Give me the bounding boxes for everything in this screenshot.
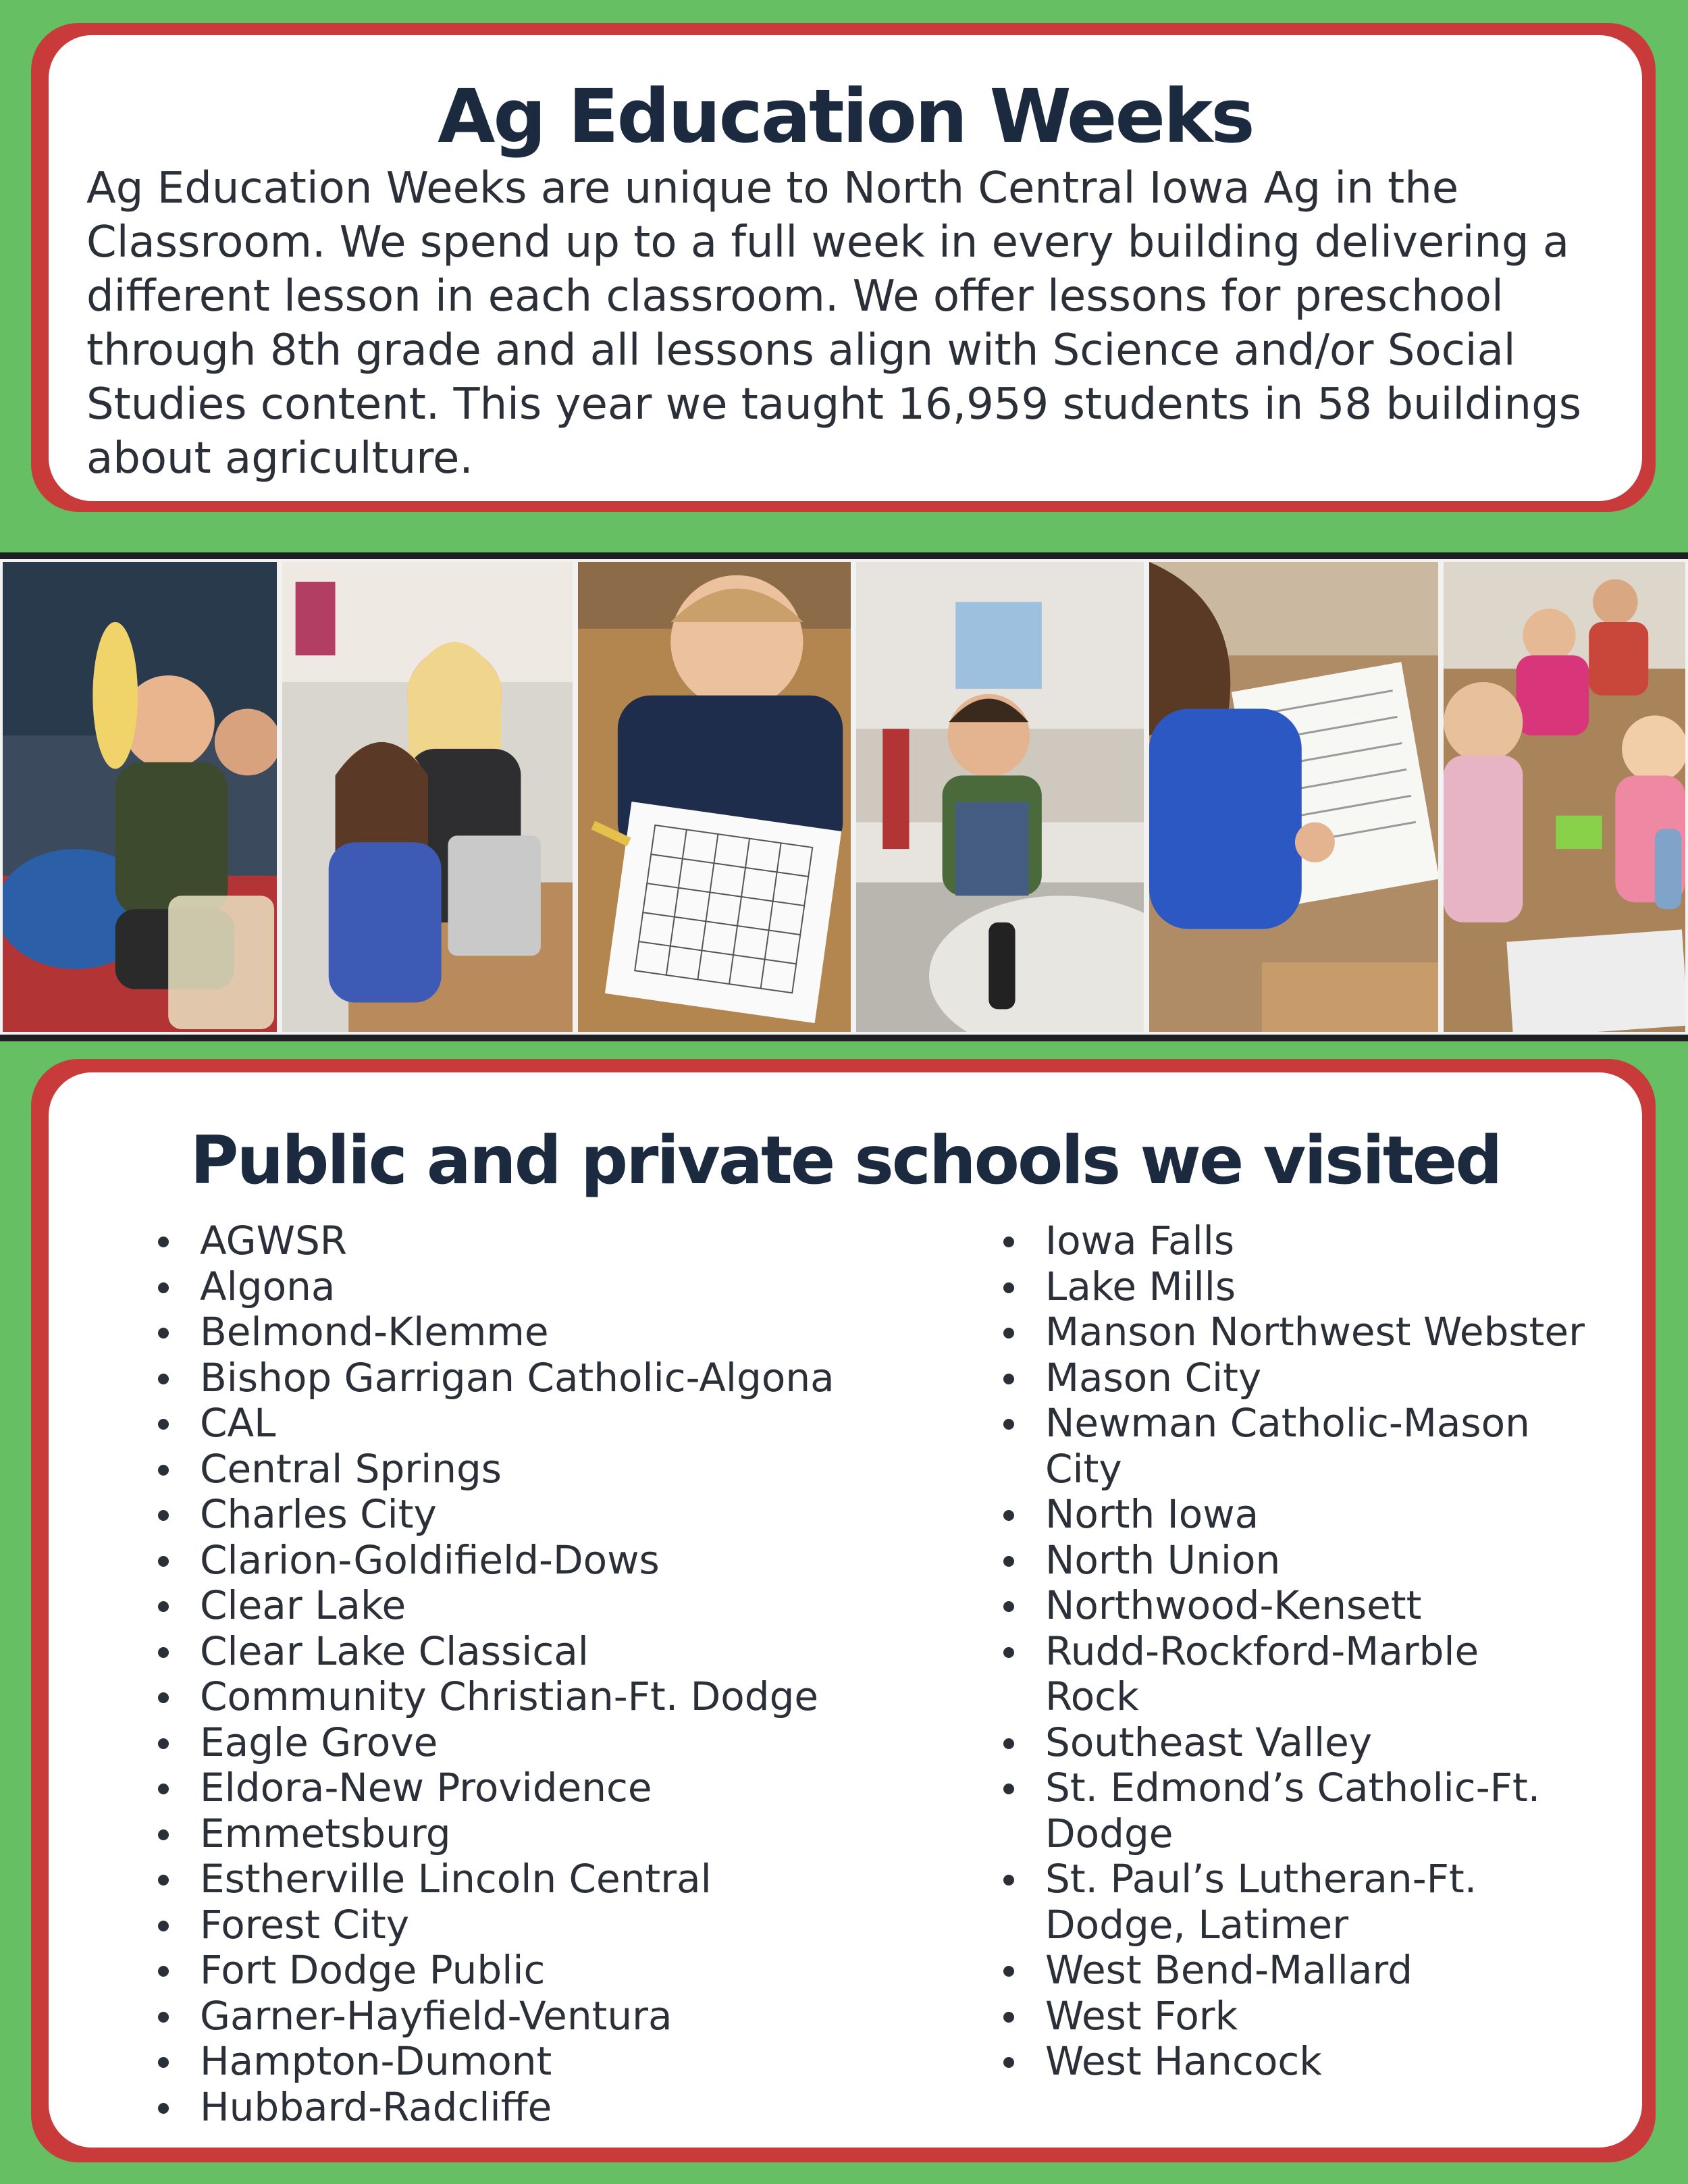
school-name-line: West Bend-Mallard bbox=[1045, 1947, 1413, 1993]
school-list-item bbox=[998, 1720, 1585, 1766]
school-list-item: Emmetsburg bbox=[153, 1811, 835, 1857]
school-name-line: Iowa Falls bbox=[1045, 1218, 1235, 1264]
school-list-item: Fort Dodge Public bbox=[153, 1948, 835, 1994]
school-list-item: Forest City bbox=[153, 1902, 835, 1948]
photo-boy-bingo-sheet bbox=[575, 559, 853, 1035]
photo-boy-with-corn bbox=[0, 559, 280, 1035]
school-list-item: Clarion-Goldifield-Dows bbox=[153, 1538, 835, 1584]
school-name-line: Rock bbox=[1045, 1673, 1139, 1719]
school-list-item bbox=[998, 1538, 1585, 1584]
school-name-line: West Fork bbox=[1045, 1992, 1238, 2039]
school-list-item bbox=[998, 1994, 1585, 2039]
photo-girls-with-bag bbox=[280, 559, 575, 1035]
school-list-item: Estherville Lincoln Central bbox=[153, 1856, 835, 1902]
school-list-item: Garner-Hayfield-Ventura bbox=[153, 1994, 835, 2039]
school-list-item: CAL bbox=[153, 1401, 835, 1447]
school-list-item: Belmond-Klemme bbox=[153, 1309, 835, 1355]
school-name-line: Mason City bbox=[1045, 1354, 1262, 1401]
school-list-item: Eagle Grove bbox=[153, 1720, 835, 1766]
schools-card bbox=[49, 1072, 1642, 2148]
school-list-item: Bishop Garrigan Catholic-Algona bbox=[153, 1355, 835, 1401]
schools-list-left bbox=[153, 1218, 835, 2130]
school-name-line: City bbox=[1045, 1445, 1122, 1492]
school-name-line: Newman Catholic-Mason bbox=[1045, 1400, 1530, 1446]
school-name-line: St. Paul’s Lutheran-Ft. bbox=[1045, 1856, 1477, 1902]
school-list-item: Hampton-Dumont bbox=[153, 2039, 835, 2085]
school-list-item bbox=[998, 1856, 1585, 1948]
school-name-line: Rudd-Rockford-Marble bbox=[1045, 1628, 1479, 1674]
school-name-line: Dodge, Latimer bbox=[1045, 1901, 1349, 1948]
school-list-item bbox=[998, 1218, 1585, 1264]
school-list-item: Clear Lake Classical bbox=[153, 1629, 835, 1675]
school-name-line: North Iowa bbox=[1045, 1491, 1259, 1537]
school-list-item bbox=[998, 1355, 1585, 1401]
school-list-item: Eldora-New Providence bbox=[153, 1765, 835, 1811]
school-name-line: Dodge bbox=[1045, 1810, 1173, 1856]
school-list-item bbox=[998, 1309, 1585, 1355]
school-list-item bbox=[998, 1765, 1585, 1856]
school-list-item bbox=[998, 1948, 1585, 1994]
school-list-item bbox=[998, 1583, 1585, 1629]
school-list-item bbox=[998, 1492, 1585, 1538]
intro-card bbox=[49, 35, 1642, 501]
school-name-line: West Hancock bbox=[1045, 2038, 1322, 2084]
photo-boy-smiling-classroom bbox=[853, 559, 1146, 1035]
school-name-line: Manson Northwest Webster bbox=[1045, 1309, 1585, 1355]
page-title: Ag Education Weeks bbox=[438, 73, 1253, 159]
school-list-item bbox=[998, 1401, 1585, 1492]
school-list-item: Charles City bbox=[153, 1492, 835, 1538]
school-list-item: Community Christian-Ft. Dodge bbox=[153, 1674, 835, 1720]
school-list-item: Clear Lake bbox=[153, 1583, 835, 1629]
schools-title: Public and private schools we visited bbox=[190, 1122, 1501, 1199]
school-list-item: Central Springs bbox=[153, 1447, 835, 1492]
photo-kids-table-activity bbox=[1441, 559, 1688, 1035]
school-list-item: AGWSR bbox=[153, 1218, 835, 1264]
school-name-line: Lake Mills bbox=[1045, 1263, 1236, 1309]
school-list-item bbox=[998, 1264, 1585, 1310]
school-name-line: North Union bbox=[1045, 1536, 1281, 1583]
school-name-line: Southeast Valley bbox=[1045, 1719, 1373, 1765]
photo-strip bbox=[0, 552, 1688, 1041]
school-list-item bbox=[998, 1629, 1585, 1720]
schools-list-right bbox=[998, 1218, 1585, 2085]
school-list-item: Algona bbox=[153, 1264, 835, 1310]
school-name-line: Northwood-Kensett bbox=[1045, 1582, 1422, 1628]
school-list-item bbox=[998, 2039, 1585, 2085]
photo-girl-writing-worksheet bbox=[1146, 559, 1441, 1035]
school-name-line: St. Edmond’s Catholic-Ft. bbox=[1045, 1765, 1541, 1811]
intro-paragraph: Ag Education Weeks are unique to North Central Iowa Ag in the Classroom. We spend up to a full week in every building delivering a different lesson in each classroom. We offer lessons for preschool through 8th grade and all lessons align with Science and/or Social Studies content. This year we taught 16,959 students in 58 buildings about agriculture. bbox=[86, 163, 1582, 484]
school-list-item: Hubbard-Radcliffe bbox=[153, 2085, 835, 2131]
